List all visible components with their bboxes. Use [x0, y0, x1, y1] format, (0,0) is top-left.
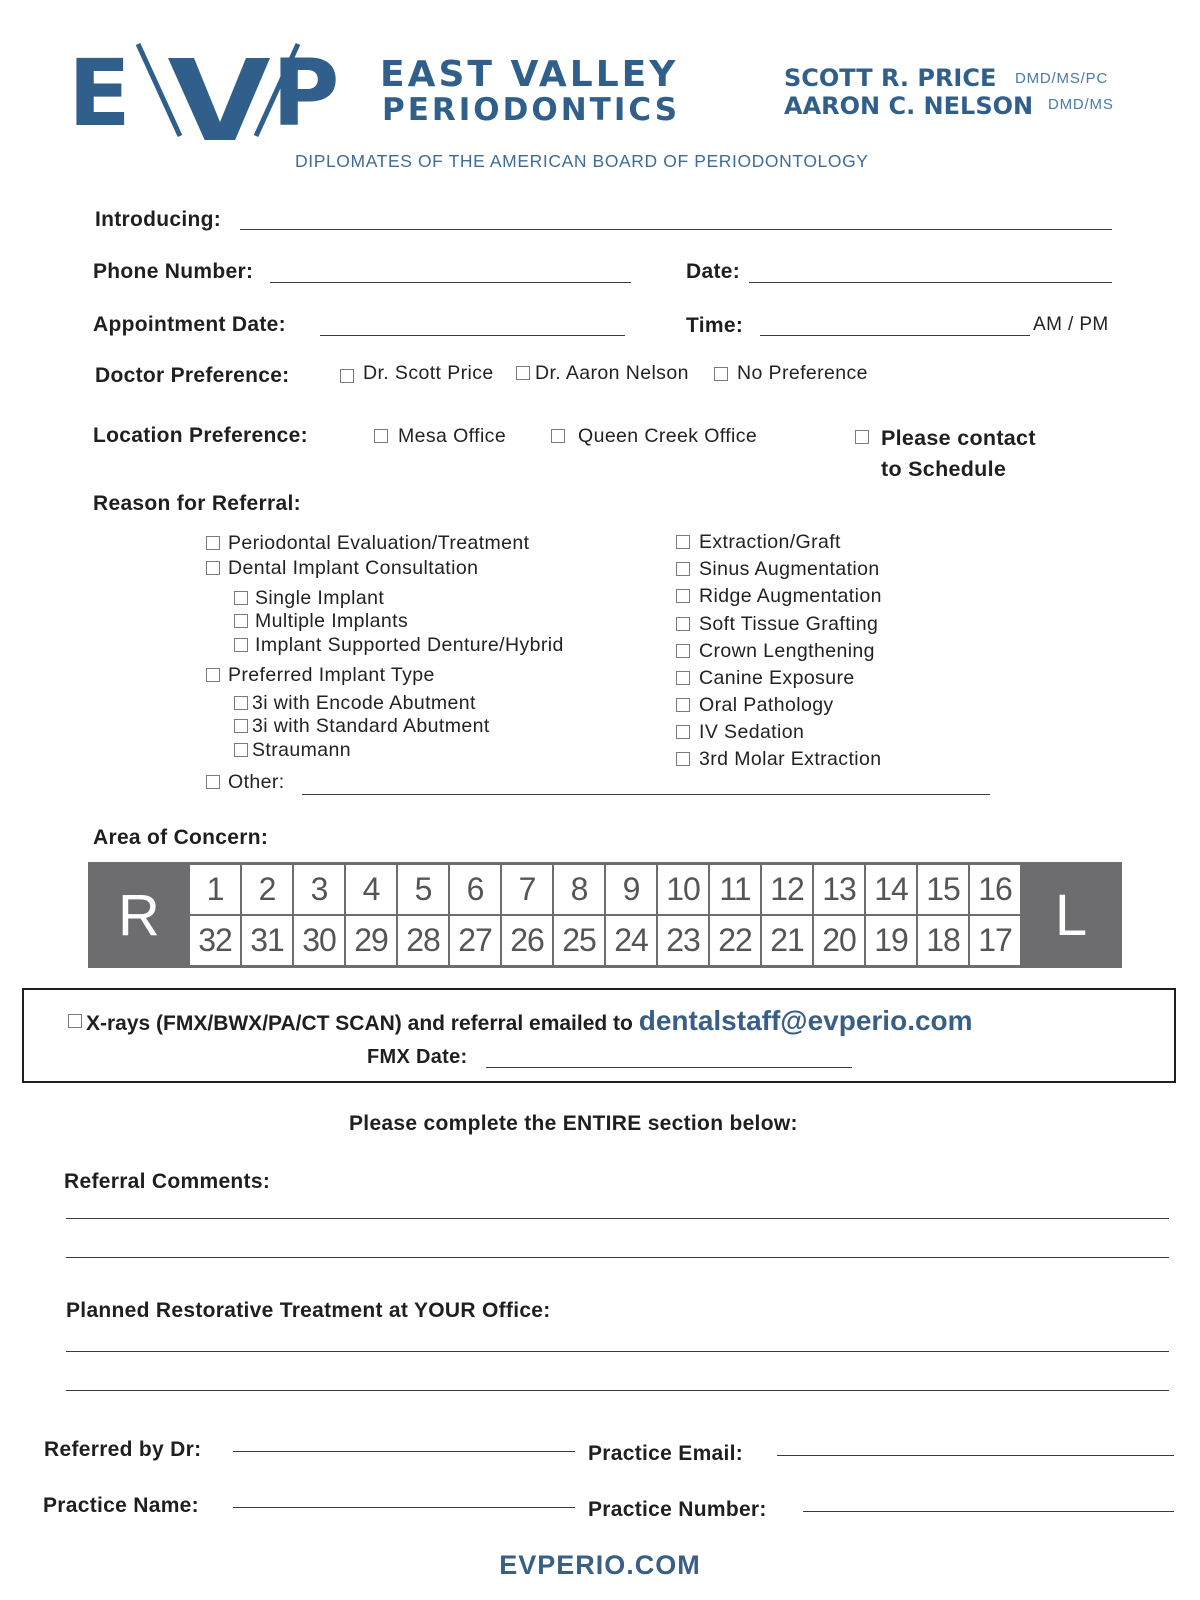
option-preferred-implant-type: Preferred Implant Type — [228, 664, 435, 686]
contact-to-schedule-line-1: Please contact — [881, 426, 1036, 450]
checkbox-dr-scott-price[interactable] — [340, 369, 354, 383]
checkbox-implant-supported-denture[interactable] — [234, 638, 248, 652]
tooth-11[interactable]: 11 — [710, 865, 760, 914]
practice-email-label: Practice Email: — [588, 1442, 744, 1465]
tooth-14[interactable]: 14 — [866, 865, 916, 914]
checkbox-soft-tissue-grafting[interactable] — [676, 617, 690, 631]
instruction-text: Please complete the ENTIRE section below: — [349, 1112, 798, 1135]
phone-input[interactable] — [270, 282, 631, 283]
option-3i-standard: 3i with Standard Abutment — [252, 715, 490, 737]
option-implant-supported-denture: Implant Supported Denture/Hybrid — [255, 634, 564, 656]
referral-comments-label: Referral Comments: — [64, 1170, 271, 1193]
tooth-29[interactable]: 29 — [346, 916, 396, 965]
reason-for-referral-label: Reason for Referral: — [93, 492, 301, 515]
checkbox-contact-to-schedule[interactable] — [855, 430, 869, 444]
practice-name-input[interactable] — [233, 1507, 575, 1508]
contact-to-schedule-line-2: to Schedule — [881, 457, 1007, 481]
tooth-12[interactable]: 12 — [762, 865, 812, 914]
option-extraction-graft: Extraction/Graft — [699, 531, 841, 553]
practice-number-input[interactable] — [803, 1511, 1174, 1512]
appointment-date-input[interactable] — [320, 335, 625, 336]
right-side-label: R — [118, 882, 160, 948]
xray-email-link[interactable]: dentalstaff@evperio.com — [638, 1005, 973, 1036]
doctor-2-name: AARON C. NELSON — [784, 92, 1034, 120]
option-dr-aaron-nelson: Dr. Aaron Nelson — [535, 362, 689, 384]
option-sinus-augmentation: Sinus Augmentation — [699, 558, 880, 580]
tooth-19[interactable]: 19 — [866, 916, 916, 965]
planned-treatment-line-2[interactable] — [66, 1390, 1169, 1391]
doctor-preference-label: Doctor Preference: — [95, 364, 290, 387]
option-queen-creek-office: Queen Creek Office — [578, 425, 758, 447]
tooth-28[interactable]: 28 — [398, 916, 448, 965]
doctor-2-degree: DMD/MS — [1048, 96, 1114, 113]
tooth-18[interactable]: 18 — [918, 916, 968, 965]
checkbox-sinus-augmentation[interactable] — [676, 562, 690, 576]
option-no-preference: No Preference — [737, 362, 868, 384]
practice-name-label: Practice Name: — [43, 1494, 199, 1517]
option-oral-pathology: Oral Pathology — [699, 694, 834, 716]
tooth-20[interactable]: 20 — [814, 916, 864, 965]
tooth-26[interactable]: 26 — [502, 916, 552, 965]
tooth-5[interactable]: 5 — [398, 865, 448, 914]
time-label: Time: — [686, 314, 744, 337]
checkbox-crown-lengthening[interactable] — [676, 644, 690, 658]
tooth-1[interactable]: 1 — [190, 865, 240, 914]
checkbox-extraction-graft[interactable] — [676, 535, 690, 549]
xray-box — [22, 988, 1176, 1083]
option-mesa-office: Mesa Office — [398, 425, 507, 447]
tooth-21[interactable]: 21 — [762, 916, 812, 965]
subtitle: DIPLOMATES OF THE AMERICAN BOARD OF PERIODONTOLOGY — [295, 151, 869, 171]
other-input[interactable] — [302, 794, 990, 795]
area-of-concern-label: Area of Concern: — [93, 826, 269, 849]
referral-comments-line-2[interactable] — [66, 1257, 1169, 1258]
option-3rd-molar-extraction: 3rd Molar Extraction — [699, 748, 882, 770]
checkbox-3i-encode[interactable] — [234, 696, 248, 710]
tooth-32[interactable]: 32 — [190, 916, 240, 965]
tooth-10[interactable]: 10 — [658, 865, 708, 914]
checkbox-queen-creek-office[interactable] — [551, 429, 565, 443]
tooth-6[interactable]: 6 — [450, 865, 500, 914]
tooth-4[interactable]: 4 — [346, 865, 396, 914]
tooth-13[interactable]: 13 — [814, 865, 864, 914]
tooth-25[interactable]: 25 — [554, 916, 604, 965]
option-periodontal-evaluation: Periodontal Evaluation/Treatment — [228, 532, 530, 554]
time-input[interactable] — [760, 335, 1030, 336]
checkbox-mesa-office[interactable] — [374, 429, 388, 443]
option-other: Other: — [228, 771, 285, 793]
xray-statement — [86, 1005, 973, 1037]
checkbox-iv-sedation[interactable] — [676, 725, 690, 739]
checkbox-single-implant[interactable] — [234, 591, 248, 605]
tooth-23[interactable]: 23 — [658, 916, 708, 965]
checkbox-dr-aaron-nelson[interactable] — [516, 366, 530, 380]
tooth-9[interactable]: 9 — [606, 865, 656, 914]
option-iv-sedation: IV Sedation — [699, 721, 805, 743]
tooth-15[interactable]: 15 — [918, 865, 968, 914]
checkbox-3i-standard[interactable] — [234, 719, 248, 733]
doctor-1-name: SCOTT R. PRICE — [784, 64, 997, 92]
footer-website[interactable]: EVPERIO.COM — [499, 1550, 701, 1580]
checkbox-3rd-molar-extraction[interactable] — [676, 752, 690, 766]
xray-text: X-rays (FMX/BWX/PA/CT SCAN) and referral emailed to — [86, 1012, 639, 1035]
checkbox-other[interactable] — [206, 775, 220, 789]
practice-email-input[interactable] — [777, 1455, 1174, 1456]
checkbox-preferred-implant-type[interactable] — [206, 668, 220, 682]
option-canine-exposure: Canine Exposure — [699, 667, 855, 689]
planned-treatment-label: Planned Restorative Treatment at YOUR Office: — [66, 1299, 551, 1322]
logo-letter-p: P — [272, 40, 340, 147]
checkbox-periodontal-evaluation[interactable] — [206, 536, 220, 550]
brand-line-1: EAST VALLEY — [380, 54, 679, 95]
introducing-input[interactable] — [240, 229, 1112, 230]
option-3i-encode: 3i with Encode Abutment — [252, 692, 476, 714]
tooth-chart — [88, 862, 1122, 968]
tooth-17[interactable]: 17 — [970, 916, 1020, 965]
introducing-label: Introducing: — [95, 208, 222, 231]
checkbox-dental-implant-consultation[interactable] — [206, 561, 220, 575]
tooth-3[interactable]: 3 — [294, 865, 344, 914]
tooth-22[interactable]: 22 — [710, 916, 760, 965]
am-pm-label: AM / PM — [1033, 314, 1109, 335]
tooth-16[interactable]: 16 — [970, 865, 1020, 914]
checkbox-multiple-implants[interactable] — [234, 614, 248, 628]
fmx-date-input[interactable] — [486, 1067, 852, 1068]
tooth-27[interactable]: 27 — [450, 916, 500, 965]
referred-by-input[interactable] — [233, 1451, 575, 1452]
appointment-date-label: Appointment Date: — [93, 313, 286, 336]
option-ridge-augmentation: Ridge Augmentation — [699, 585, 882, 607]
option-straumann: Straumann — [252, 739, 351, 761]
left-side-label: L — [1054, 882, 1088, 948]
referral-comments-line-1[interactable] — [66, 1218, 1169, 1219]
checkbox-no-preference[interactable] — [714, 367, 728, 381]
option-dr-scott-price: Dr. Scott Price — [363, 362, 494, 384]
date-label: Date: — [686, 260, 741, 283]
referred-by-label: Referred by Dr: — [44, 1438, 202, 1461]
practice-number-label: Practice Number: — [588, 1498, 767, 1521]
location-preference-label: Location Preference: — [93, 424, 308, 447]
tooth-7[interactable]: 7 — [502, 865, 552, 914]
checkbox-canine-exposure[interactable] — [676, 671, 690, 685]
option-dental-implant-consultation: Dental Implant Consultation — [228, 557, 479, 579]
checkbox-ridge-augmentation[interactable] — [676, 589, 690, 603]
option-soft-tissue-grafting: Soft Tissue Grafting — [699, 613, 879, 635]
tooth-grid — [190, 865, 1020, 965]
fmx-date-label: FMX Date: — [367, 1046, 468, 1068]
option-single-implant: Single Implant — [255, 587, 385, 609]
checkbox-straumann[interactable] — [234, 743, 248, 757]
doctor-1-degree: DMD/MS/PC — [1015, 70, 1109, 87]
phone-label: Phone Number: — [93, 260, 254, 283]
planned-treatment-line-1[interactable] — [66, 1351, 1169, 1352]
tooth-2[interactable]: 2 — [242, 865, 292, 914]
checkbox-xrays-emailed[interactable] — [68, 1014, 82, 1028]
option-crown-lengthening: Crown Lengthening — [699, 640, 875, 662]
tooth-30[interactable]: 30 — [294, 916, 344, 965]
tooth-31[interactable]: 31 — [242, 916, 292, 965]
date-input[interactable] — [749, 282, 1112, 283]
option-multiple-implants: Multiple Implants — [255, 610, 409, 632]
tooth-8[interactable]: 8 — [554, 865, 604, 914]
tooth-24[interactable]: 24 — [606, 916, 656, 965]
brand-line-2: PERIODONTICS — [382, 92, 681, 128]
checkbox-oral-pathology[interactable] — [676, 698, 690, 712]
logo-letter-e: E — [68, 40, 131, 147]
